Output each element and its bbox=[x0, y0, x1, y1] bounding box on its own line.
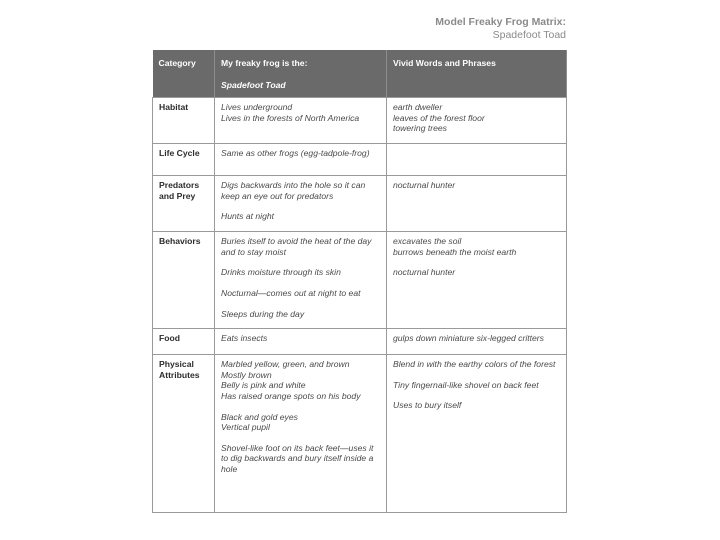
header-category: Category bbox=[153, 50, 215, 98]
table-row bbox=[153, 232, 567, 329]
vivid-phrase: excavates the soil burrows beneath the moist earth bbox=[393, 236, 517, 257]
fact-text: Same as other frogs (egg-tadpole-frog) bbox=[221, 148, 370, 159]
vivid-phrase: earth dweller leaves of the forest floor towering trees bbox=[393, 102, 485, 134]
matrix-body bbox=[153, 98, 567, 513]
facts-cell bbox=[215, 329, 387, 355]
vivid-cell bbox=[387, 144, 567, 176]
table-row bbox=[153, 98, 567, 144]
header-frog-name: Spadefoot Toad bbox=[221, 79, 286, 90]
fact-text: Eats insects bbox=[221, 333, 268, 344]
vivid-phrase: Uses to bury itself bbox=[393, 400, 462, 411]
facts-cell bbox=[215, 232, 387, 329]
vivid-phrase: Tiny fingernail-like shovel on back feet bbox=[393, 379, 539, 390]
header-frog-label: My freaky frog is the: bbox=[221, 58, 308, 68]
vivid-phrase: gulps down miniature six-legged critters bbox=[393, 333, 544, 344]
vivid-phrase: nocturnal hunter bbox=[393, 267, 456, 278]
facts-cell bbox=[215, 98, 387, 144]
header-frog bbox=[215, 50, 387, 98]
title-line-1: Model Freaky Frog Matrix: bbox=[435, 16, 566, 28]
fact-text: Lives underground Lives in the forests of North America bbox=[221, 102, 360, 123]
table-row bbox=[153, 176, 567, 232]
facts-cell bbox=[215, 176, 387, 232]
fact-text: Nocturnal—comes out at night to eat bbox=[221, 287, 361, 298]
table-row bbox=[153, 329, 567, 355]
vivid-phrase: nocturnal hunter bbox=[393, 180, 456, 191]
vivid-cell bbox=[387, 98, 567, 144]
category-cell: Habitat bbox=[153, 98, 215, 144]
category-cell: Predators and Prey bbox=[153, 176, 215, 232]
category-cell: Behaviors bbox=[153, 232, 215, 329]
header-row bbox=[153, 50, 567, 98]
fact-text: Hunts at night bbox=[221, 211, 275, 222]
vivid-phrase: Blend in with the earthy colors of the forest bbox=[393, 359, 556, 370]
fact-text: Shovel-like foot on its back feet—uses it to dig backwards and bury itself inside a hole bbox=[221, 442, 374, 474]
vivid-cell bbox=[387, 355, 567, 513]
category-cell: Food bbox=[153, 329, 215, 355]
category-cell: Physical Attributes bbox=[153, 355, 215, 513]
table-row bbox=[153, 355, 567, 513]
title-line-2: Spadefoot Toad bbox=[492, 29, 566, 41]
vivid-cell bbox=[387, 232, 567, 329]
vivid-cell bbox=[387, 329, 567, 355]
vivid-cell bbox=[387, 176, 567, 232]
category-cell: Life Cycle bbox=[153, 144, 215, 176]
matrix-title bbox=[435, 16, 566, 42]
fact-text: Drinks moisture through its skin bbox=[221, 267, 341, 278]
fact-text: Marbled yellow, green, and brown Mostly brown Belly is pink and white Has raised orange spots on his body bbox=[221, 359, 361, 401]
fact-text: Buries itself to avoid the heat of the day and to stay moist bbox=[221, 236, 372, 257]
fact-text: Digs backwards into the hole so it can keep an eye out for predators bbox=[221, 180, 366, 201]
facts-cell bbox=[215, 144, 387, 176]
frog-matrix-table bbox=[152, 50, 567, 513]
header-vivid: Vivid Words and Phrases bbox=[387, 50, 567, 98]
fact-text: Black and gold eyes Vertical pupil bbox=[221, 411, 298, 433]
table-row bbox=[153, 144, 567, 176]
fact-text: Sleeps during the day bbox=[221, 308, 305, 319]
facts-cell bbox=[215, 355, 387, 513]
